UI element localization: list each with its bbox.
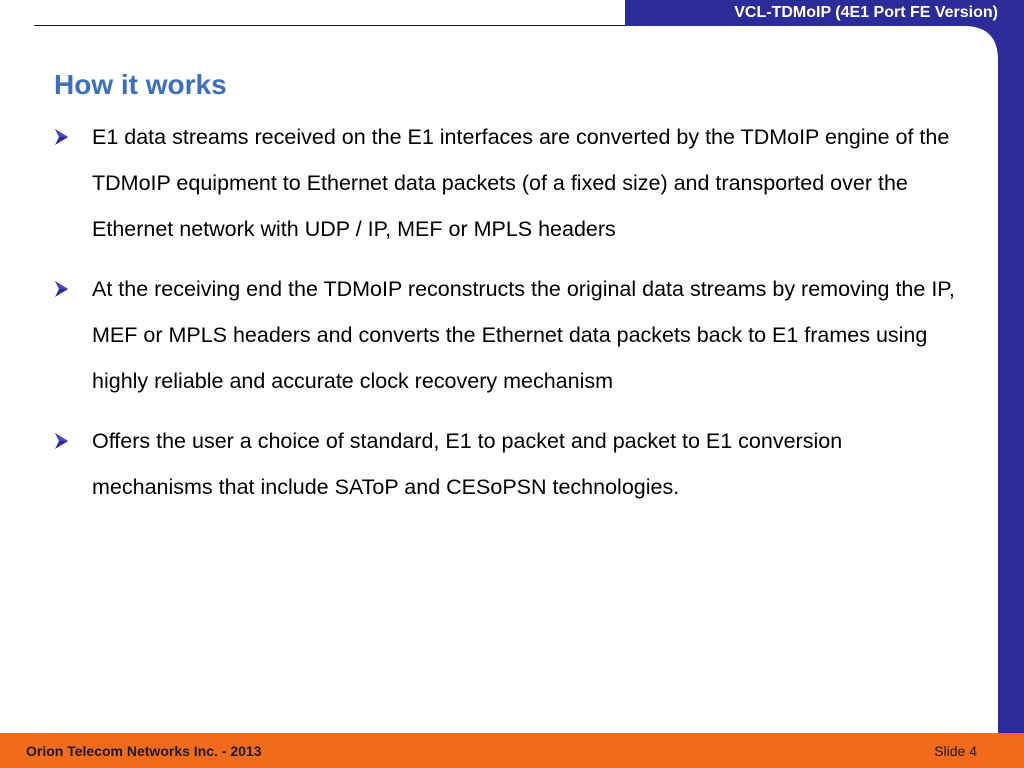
bullet-text: At the receiving end the TDMoIP reconstructs the original data streams by removing the IP, MEF or MPLS headers and converts the Ethernet data packets back to E1 frames using highly reliable and accurate clock recovery mechanism [92, 277, 955, 393]
right-arrowhead-icon [54, 279, 70, 299]
slide-number: Slide 4 [934, 743, 977, 759]
footer-company: Orion Telecom Networks Inc. - 2013 [26, 743, 262, 759]
header-divider [34, 25, 626, 26]
right-arrowhead-icon [54, 431, 70, 451]
bullet-item [54, 114, 964, 252]
footer-bar [0, 733, 1024, 768]
bullet-text: Offers the user a choice of standard, E1 to packet and packet to E1 conversion mechanisms that include SAToP and CESoPSN technologies. [92, 429, 843, 499]
header-title: VCL-TDMoIP (4E1 Port FE Version) [734, 4, 998, 21]
right-arrowhead-icon [54, 127, 70, 147]
bullet-text: E1 data streams received on the E1 interfaces are converted by the TDMoIP engine of the TDMoIP equipment to Ethernet data packets (of a fixed size) and transported over the Ethernet network with UDP / IP, MEF or MPLS headers [92, 125, 950, 241]
bullet-item [54, 266, 964, 404]
bullet-item [54, 418, 964, 510]
page-title: How it works [54, 69, 227, 100]
bullet-list [54, 114, 964, 524]
